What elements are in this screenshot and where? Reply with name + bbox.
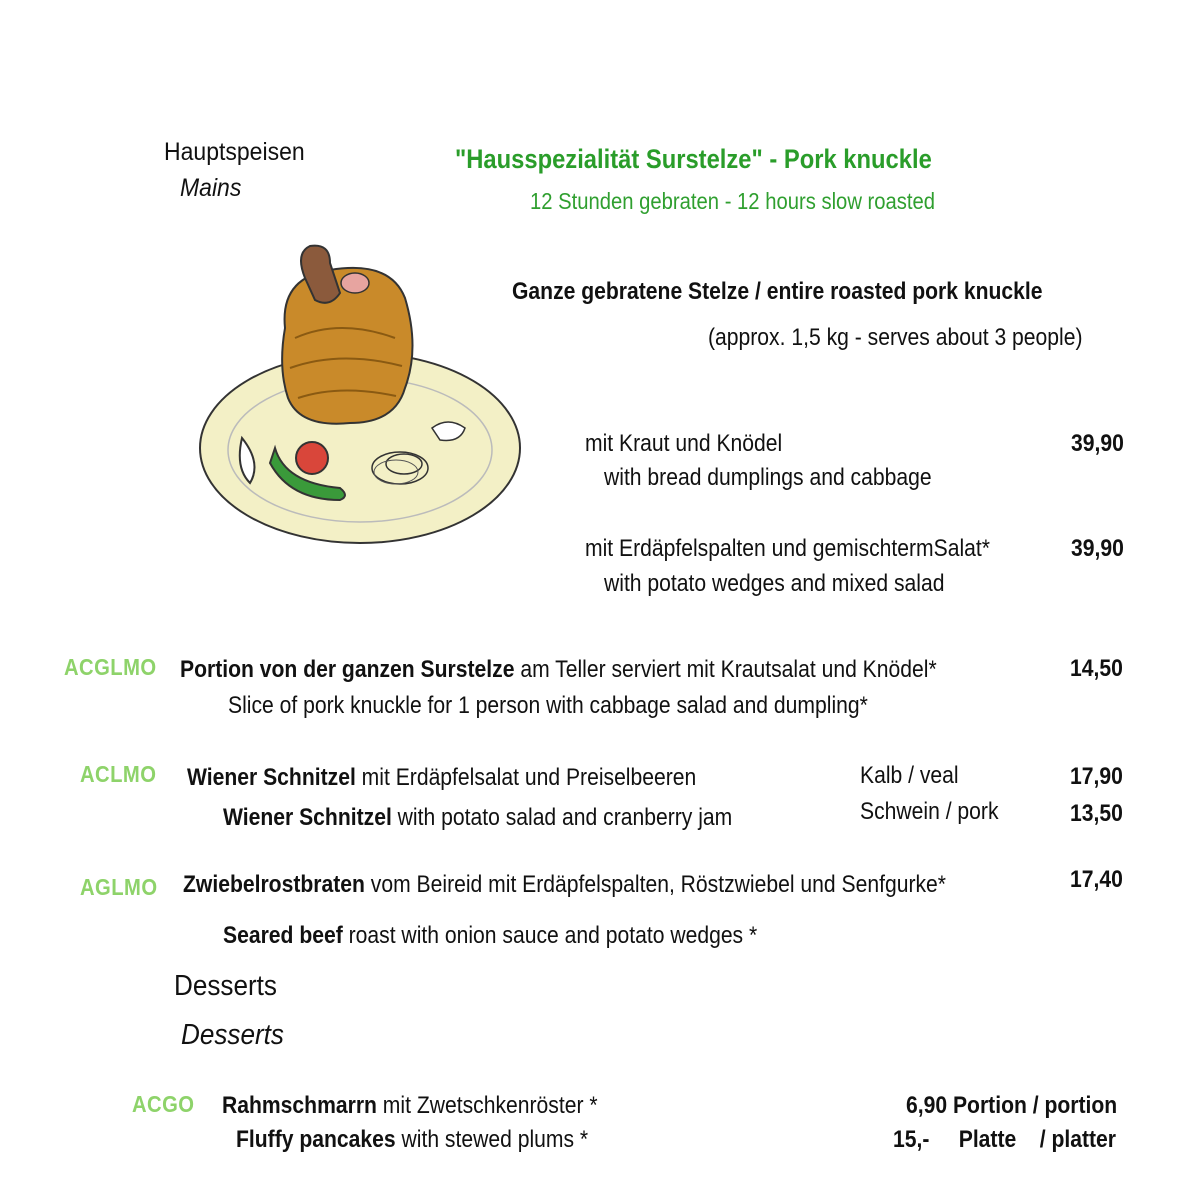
price-pork: 13,50 [1070, 800, 1123, 827]
dish-name: Zwiebelrostbraten [183, 871, 365, 898]
menu-item-en [223, 922, 757, 950]
allergen-code: ACLMO [80, 761, 157, 787]
dessert-item-en [236, 1126, 588, 1154]
dessert-name: Rahmschmarrn [222, 1092, 377, 1119]
allergen-code: ACGO [132, 1091, 195, 1117]
menu-item-en: Slice of pork knuckle for 1 person with cabbage salad and dumpling* [228, 692, 868, 719]
dish-description-en: with potato salad and cranberry jam [391, 804, 733, 831]
option-1-en: with bread dumplings and cabbage [604, 464, 932, 491]
menu-item-price: 17,40 [1070, 866, 1123, 893]
dessert-item-de [222, 1092, 598, 1120]
variant-veal: Kalb / veal [860, 762, 959, 789]
allergen-code: AGLMO [80, 874, 158, 900]
mains-heading-de: Hauptspeisen [164, 138, 305, 166]
desserts-heading-de: Desserts [174, 970, 277, 1002]
dessert-description-en: with stewed plums * [395, 1126, 589, 1153]
menu-item-en [223, 804, 732, 832]
pork-knuckle-illustration [190, 238, 530, 568]
special-subtitle: 12 Stunden gebraten - 12 hours slow roasted [530, 188, 936, 214]
dessert-name-en: Fluffy pancakes [236, 1126, 396, 1153]
dessert-price-platter: 15,- Platte / platter [893, 1126, 1116, 1153]
dish-description: am Teller serviert mit Krautsalat und Knödel* [514, 656, 937, 683]
dish-description-en: roast with onion sauce and potato wedges * [342, 922, 758, 949]
menu-item-de [187, 764, 696, 792]
dessert-price-portion: 6,90 Portion / portion [906, 1092, 1118, 1119]
option-2-price: 39,90 [1071, 535, 1124, 562]
pork-knuckle-drawing-icon [190, 238, 530, 568]
dish-description: vom Beireid mit Erdäpfelspalten, Röstzwiebel und Senfgurke* [364, 871, 947, 898]
allergen-code: ACGLMO [64, 654, 157, 680]
menu-item-de [183, 871, 946, 899]
option-1-price: 39,90 [1071, 430, 1124, 457]
dish-name-en: Wiener Schnitzel [223, 804, 392, 831]
menu-item-price: 14,50 [1070, 655, 1123, 682]
special-title: "Hausspezialität Surstelze" - Pork knuckle [455, 144, 932, 174]
option-2-en: with potato wedges and mixed salad [604, 570, 945, 597]
dish-name: Portion von der ganzen Surstelze [180, 656, 515, 683]
option-2-de: mit Erdäpfelspalten und gemischtermSalat* [585, 535, 991, 562]
dish-description: mit Erdäpfelsalat und Preiselbeeren [355, 764, 697, 791]
entire-knuckle-note: (approx. 1,5 kg - serves about 3 people) [708, 324, 1083, 351]
menu-item-de [180, 656, 937, 684]
desserts-heading-en: Desserts [181, 1019, 284, 1051]
variant-pork: Schwein / pork [860, 798, 999, 825]
dessert-description: mit Zwetschkenröster * [376, 1092, 598, 1119]
price-veal: 17,90 [1070, 763, 1123, 790]
dish-name-en: Seared beef [223, 922, 343, 949]
dish-name: Wiener Schnitzel [187, 764, 356, 791]
option-1-de: mit Kraut und Knödel [585, 430, 783, 457]
mains-heading-en: Mains [180, 174, 242, 202]
entire-knuckle-title: Ganze gebratene Stelze / entire roasted pork knuckle [512, 278, 1043, 305]
